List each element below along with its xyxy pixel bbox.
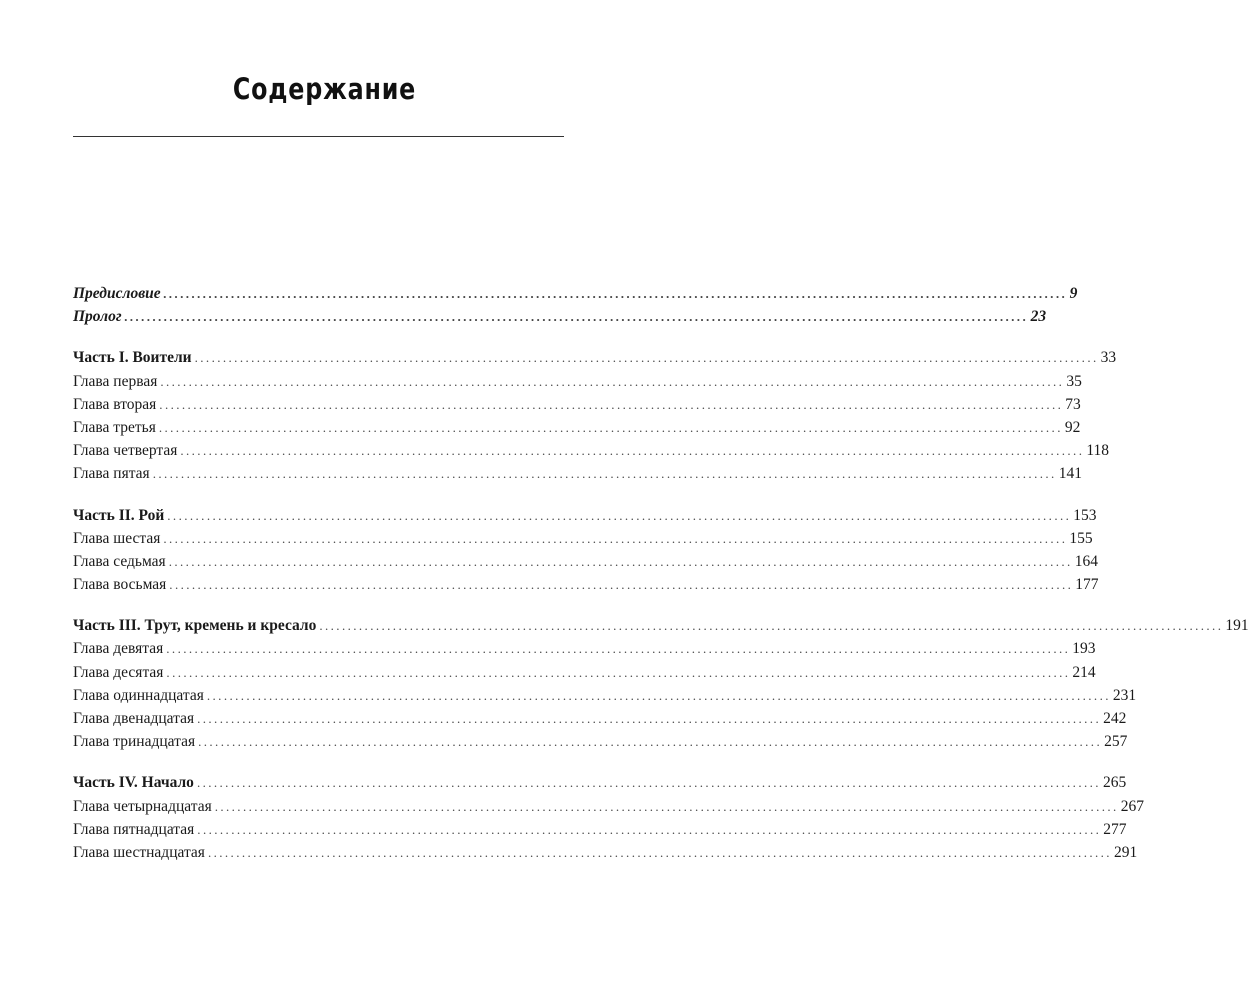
- toc-entry-label: Часть III. Трут, кремень и кресало: [73, 617, 317, 635]
- toc-page-number: 141: [1058, 465, 1082, 483]
- toc-chapter-entry: [73, 573, 1099, 596]
- toc-chapter-entry: [73, 393, 1081, 416]
- page-title: Содержание: [232, 72, 417, 106]
- toc-page-number: 33: [1100, 349, 1117, 367]
- toc-page-number: 118: [1086, 442, 1110, 460]
- toc-entry-label: Часть IV. Начало: [73, 774, 194, 792]
- toc-entry-label: Глава шестая: [73, 529, 161, 547]
- leader-dots: ................................................................................................................................................................: [168, 553, 1073, 569]
- leader-dots: ................................................................................................................................................................: [159, 396, 1064, 412]
- leader-dots: ................................................................................................................................................................: [197, 821, 1102, 837]
- toc-entry-label: Глава третья: [73, 418, 156, 436]
- toc-page-number: 214: [1072, 663, 1096, 681]
- leader-dots: ................................................................................................................................................................: [166, 664, 1071, 680]
- toc-chapter-entry: [73, 841, 1138, 864]
- title-rule: [73, 136, 564, 137]
- toc-page-number: 153: [1073, 506, 1097, 524]
- leader-dots: ................................................................................................................................................................: [197, 711, 1102, 726]
- toc-page-number: 193: [1072, 640, 1096, 658]
- toc-page-number: 277: [1103, 820, 1127, 838]
- leader-dots: ................................................................................................................................................................: [180, 443, 1085, 459]
- leader-dots: ................................................................................................................................................................: [169, 577, 1074, 593]
- toc-page-number: 267: [1120, 797, 1144, 815]
- part-group-1: [73, 346, 1117, 485]
- toc-page-number: 177: [1075, 576, 1099, 594]
- toc-page-number: 35: [1066, 372, 1082, 390]
- toc-page-number: 164: [1074, 552, 1098, 570]
- toc-entry-label: Глава девятая: [73, 640, 164, 658]
- toc-page-number: 265: [1102, 774, 1127, 792]
- toc-part-entry: [73, 346, 1117, 369]
- toc-entry-label: Глава вторая: [73, 395, 157, 413]
- toc-page-number: 155: [1069, 529, 1093, 547]
- toc-page-number: 257: [1104, 733, 1128, 751]
- toc-entry-label: Глава двенадцатая: [73, 710, 195, 727]
- leader-dots: ................................................................................................................................................................: [158, 419, 1063, 435]
- toc-page-number: 9: [1069, 285, 1078, 302]
- toc-entry-label: Глава первая: [73, 372, 158, 390]
- toc-entry-label: Часть II. Рой: [73, 506, 165, 524]
- leader-dots: ................................................................................................................................................................: [124, 309, 1029, 325]
- toc-entry-label: Глава восьмая: [73, 576, 167, 594]
- toc-entry-label: Пролог: [73, 308, 122, 326]
- toc-chapter-entry: [73, 637, 1096, 660]
- toc-chapter-entry: [73, 795, 1144, 818]
- toc-entry-label: Глава тринадцатая: [73, 733, 196, 751]
- leader-dots: ................................................................................................................................................................: [196, 775, 1101, 791]
- toc-page-number: 23: [1030, 308, 1047, 326]
- toc-entry-label: Глава одиннадцатая: [73, 686, 204, 704]
- leader-dots: ................................................................................................................................................................: [206, 687, 1111, 703]
- leader-dots: ................................................................................................................................................................: [319, 618, 1224, 634]
- toc-entry-label: Глава пятая: [73, 465, 150, 483]
- toc-entry-prologue: [73, 305, 1047, 328]
- part-group-4: [73, 771, 1144, 864]
- toc-page-number: 191: [1225, 617, 1249, 635]
- toc-page-number: 242: [1103, 710, 1127, 727]
- toc-entry-preface: [73, 282, 1078, 305]
- toc-chapter-entry: [73, 818, 1127, 841]
- part-group-2: [73, 504, 1099, 597]
- toc-part-entry: [73, 504, 1097, 527]
- toc-part-entry: [73, 614, 1249, 637]
- toc-entry-label: Глава четвертая: [73, 442, 178, 460]
- toc-entry-label: Глава седьмая: [73, 552, 166, 570]
- leader-dots: ................................................................................................................................................................: [163, 286, 1068, 301]
- toc-chapter-entry: [73, 730, 1128, 753]
- toc-chapter-entry: [73, 370, 1082, 393]
- toc-chapter-entry: [73, 527, 1093, 550]
- leader-dots: ................................................................................................................................................................: [166, 641, 1071, 657]
- toc-chapter-entry: [73, 707, 1127, 730]
- toc-entry-label: Предисловие: [73, 285, 161, 302]
- table-of-contents: [73, 282, 1249, 882]
- leader-dots: ................................................................................................................................................................: [167, 507, 1072, 523]
- toc-entry-label: Глава десятая: [73, 663, 164, 681]
- leader-dots: ................................................................................................................................................................: [207, 844, 1112, 860]
- toc-chapter-entry: [73, 661, 1096, 684]
- toc-entry-label: Глава пятнадцатая: [73, 820, 195, 838]
- toc-chapter-entry: [73, 439, 1110, 462]
- leader-dots: ................................................................................................................................................................: [152, 466, 1057, 482]
- leader-dots: ................................................................................................................................................................: [214, 798, 1119, 814]
- toc-page-number: 231: [1112, 686, 1137, 704]
- toc-page-number: 73: [1065, 395, 1081, 413]
- front-matter-group: [73, 282, 1078, 328]
- toc-chapter-entry: [73, 684, 1137, 707]
- toc-page-number: 92: [1064, 418, 1081, 436]
- leader-dots: ................................................................................................................................................................: [163, 530, 1068, 546]
- leader-dots: ................................................................................................................................................................: [160, 373, 1065, 389]
- leader-dots: ................................................................................................................................................................: [198, 734, 1103, 750]
- leader-dots: ................................................................................................................................................................: [194, 350, 1099, 366]
- toc-page-number: 291: [1113, 843, 1138, 861]
- toc-entry-label: Глава шестнадцатая: [73, 843, 205, 861]
- toc-entry-label: Часть I. Воители: [73, 349, 192, 367]
- toc-chapter-entry: [73, 462, 1082, 485]
- part-group-3: [73, 614, 1249, 753]
- toc-chapter-entry: [73, 416, 1081, 439]
- toc-entry-label: Глава четырнадцатая: [73, 797, 212, 815]
- toc-chapter-entry: [73, 550, 1098, 573]
- toc-part-entry: [73, 771, 1127, 794]
